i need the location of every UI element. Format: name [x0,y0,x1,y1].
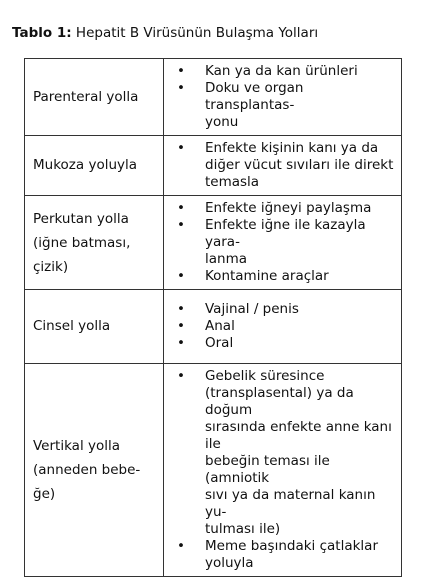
item-text: bebeğin teması ile (amniotik [205,453,330,486]
bullet-icon: • [177,140,185,156]
item-text: tulması ile) [205,521,281,537]
route-cell [25,290,164,364]
list-item [164,538,397,572]
item-text: Kan ya da kan ürünleri [205,63,358,79]
list-item [164,140,397,191]
table-row-mukoza [25,136,402,196]
bullet-icon: • [177,200,185,216]
transmission-routes-table [24,58,402,577]
bullet-icon: • [177,318,185,334]
examples-list [164,63,397,131]
bullet-icon: • [177,80,185,96]
list-item [164,200,397,217]
table-row-cinsel [25,290,402,364]
route-label: çizik) [33,258,69,275]
examples-cell [164,364,402,577]
item-text: Vajinal / penis [205,301,299,317]
bullet-icon: • [177,268,185,284]
list-item [164,368,397,538]
route-label: Parenteral yolla [33,88,139,105]
examples-cell [164,196,402,290]
table-row-perkutan [25,196,402,290]
item-text: Enfekte iğneyi paylaşma [205,200,372,216]
item-text: sıvı ya da maternal kanın yu- [205,487,376,520]
list-item [164,80,397,131]
route-label: Vertikal yolla [33,438,121,454]
caption-title: Hepatit B Virüsünün Bulaşma Yolları [71,25,319,41]
list-item [164,63,397,80]
route-label: (anneden bebe- [33,462,141,478]
list-item [164,217,397,268]
bullet-icon: • [177,538,185,554]
route-cell [25,59,164,136]
list-item [164,318,397,335]
route-label: (iğne batması, [33,234,131,251]
item-text: Doku ve organ transplantas- [205,80,304,113]
item-text: Kontamine araçlar [205,268,329,284]
list-item [164,335,397,352]
examples-cell [164,59,402,136]
route-label: Mukoza yoluyla [33,157,138,173]
route-cell [25,136,164,196]
bullet-icon: • [177,368,185,384]
list-item [164,268,397,285]
caption-label: Tablo 1: [12,25,72,41]
route-cell [25,196,164,290]
item-text: sırasında enfekte anne kanı ile [205,419,392,452]
item-text: Oral [205,335,234,351]
route-label: Cinsel yolla [33,318,111,334]
table-row-vertikal [25,364,402,577]
item-text: (transplasental) ya da doğum [205,385,354,418]
table-row-parenteral [25,59,402,136]
examples-list [164,368,397,572]
bullet-icon: • [177,301,185,317]
examples-list [164,200,397,285]
examples-list [164,140,397,191]
bullet-icon: • [177,63,185,79]
item-text: lanma [205,251,248,267]
list-item [164,301,397,318]
bullet-icon: • [177,217,185,233]
item-text: Meme başındaki çatlaklar [205,538,378,554]
item-text: Anal [205,318,235,334]
item-text: yonu [205,114,239,130]
route-label: ğe) [33,486,56,502]
item-text: Enfekte kişinin kanı ya da [205,140,379,156]
route-label: Perkutan yolla [33,210,129,227]
table-caption [12,24,318,42]
bullet-icon: • [177,335,185,351]
route-cell [25,364,164,577]
examples-list [164,301,397,352]
item-text: diğer vücut sıvıları ile direkt [205,157,394,173]
item-text: Enfekte iğne ile kazayla yara- [205,217,366,250]
item-text: Gebelik süresince [205,368,325,384]
examples-cell [164,136,402,196]
item-text: yoluyla [205,555,254,571]
examples-cell [164,290,402,364]
item-text: temasla [205,174,260,190]
